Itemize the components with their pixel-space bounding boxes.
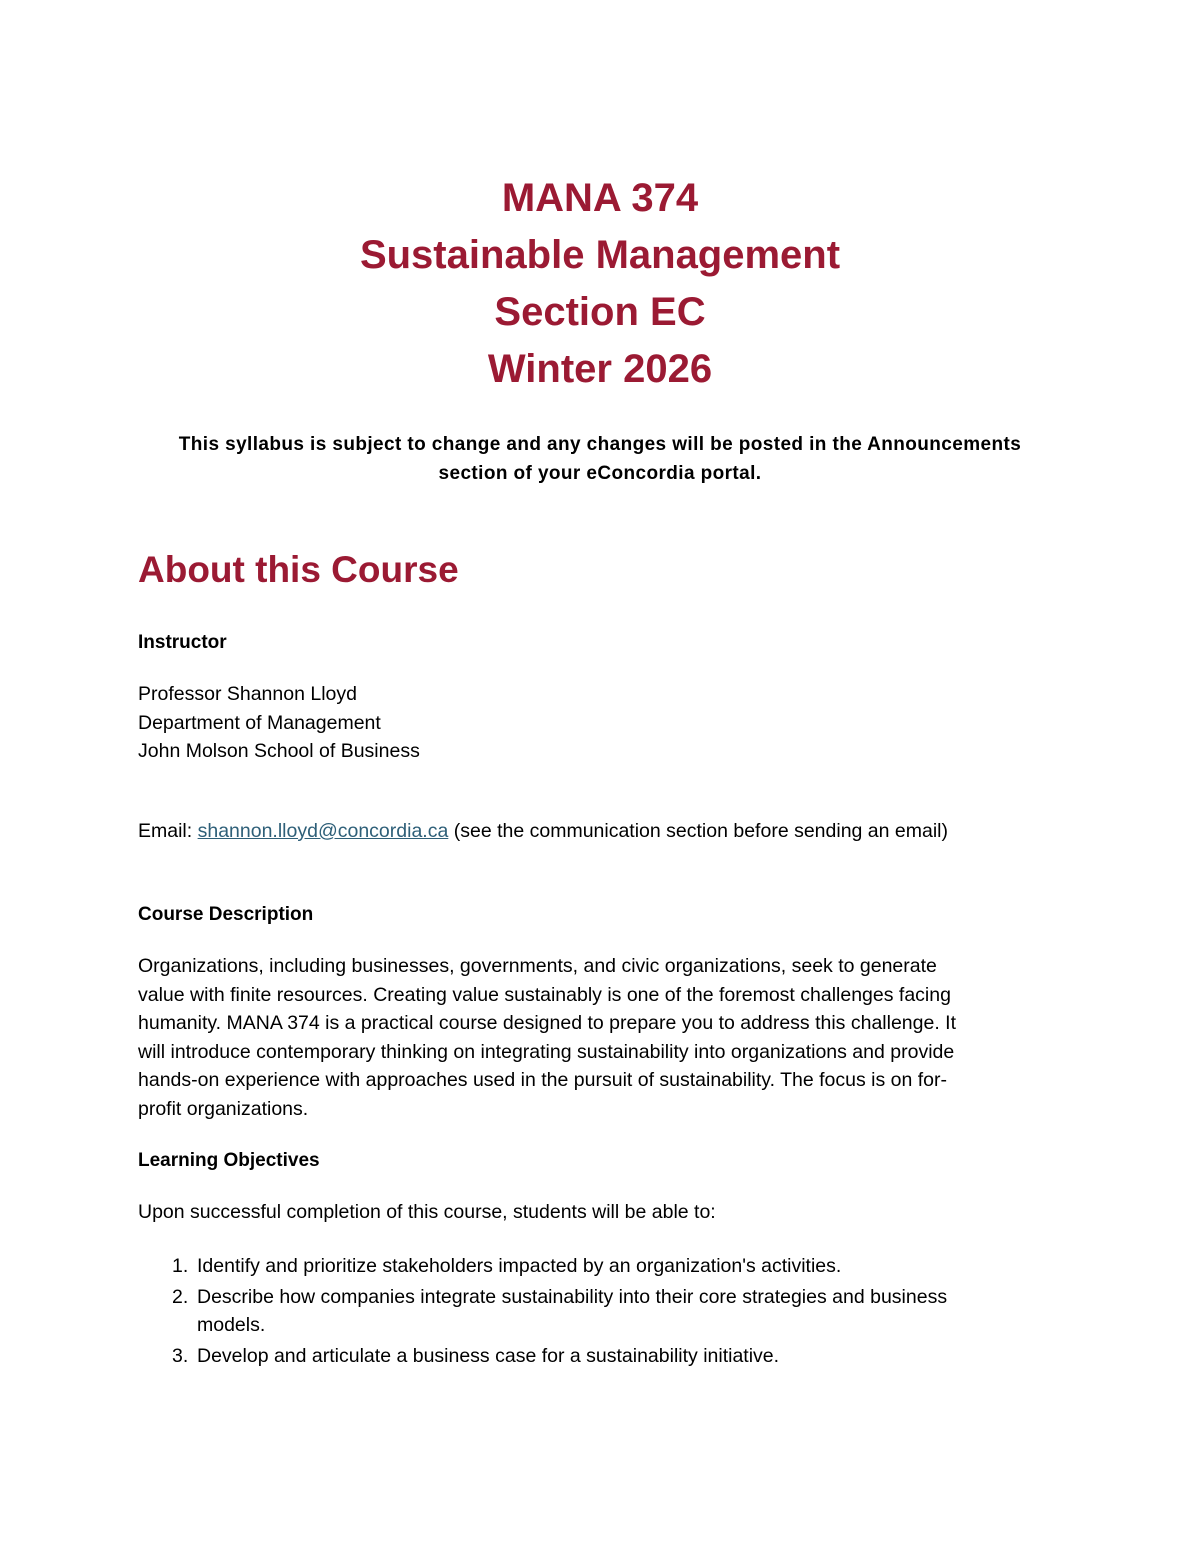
email-note: (see the communication section before sending an email) (448, 820, 948, 842)
description-line: value with finite resources. Creating value sustainably is one of the foremost challenges facing (138, 983, 951, 1006)
description-line: Organizations, including businesses, governments, and civic organizations, seek to generate (138, 955, 937, 977)
email-label: Email: (138, 820, 198, 842)
about-heading: About this Course (138, 549, 459, 590)
email-link[interactable]: shannon.lloyd@concordia.ca (197, 820, 449, 842)
objectives-heading: Learning Objectives (138, 1150, 320, 1171)
description-line: profit organizations. (138, 1097, 309, 1120)
objective-item (138, 1283, 1048, 1340)
course-section: Section EC (494, 290, 706, 334)
course-term: Winter 2026 (487, 347, 713, 391)
notice-line-1: This syllabus is subject to change and any changes will be posted in the Announcements (178, 434, 1022, 455)
course-title: Sustainable Management (359, 233, 841, 277)
objective-number: 3. (172, 1344, 189, 1367)
objective-item (138, 1252, 1048, 1281)
objective-text: Develop and articulate a business case for a sustainability initiative. (197, 1344, 780, 1367)
objectives-list (138, 1252, 1048, 1372)
instructor-department: Department of Management (138, 711, 381, 734)
objective-number: 2. (172, 1285, 189, 1308)
description-line: humanity. MANA 374 is a practical course designed to prepare you to address this challenge. It (138, 1012, 957, 1034)
objective-text: Identify and prioritize stakeholders impacted by an organization's activities. (197, 1255, 842, 1277)
objective-text-continued: models. (197, 1314, 266, 1336)
instructor-name: Professor Shannon Lloyd (138, 683, 357, 705)
description-line: will introduce contemporary thinking on integrating sustainability into organizations and provide (138, 1040, 955, 1063)
instructor-info (138, 680, 1048, 766)
course-code: MANA 374 (501, 176, 699, 220)
title-block (0, 170, 1200, 398)
instructor-school: John Molson School of Business (138, 740, 420, 762)
objective-item (138, 1342, 1048, 1371)
description-paragraph (138, 952, 1048, 1123)
objective-number: 1. (172, 1255, 189, 1277)
description-heading: Course Description (138, 904, 314, 925)
objectives-intro: Upon successful completion of this course, students will be able to: (138, 1201, 716, 1223)
instructor-heading: Instructor (138, 632, 227, 653)
objective-text: Describe how companies integrate sustainability into their core strategies and business (197, 1285, 948, 1308)
notice-line-2: section of your eConcordia portal. (438, 463, 762, 484)
description-line: hands-on experience with approaches used in the pursuit of sustainability. The focus is on for- (138, 1069, 947, 1091)
syllabus-notice (120, 430, 1080, 488)
email-line (138, 817, 1048, 846)
